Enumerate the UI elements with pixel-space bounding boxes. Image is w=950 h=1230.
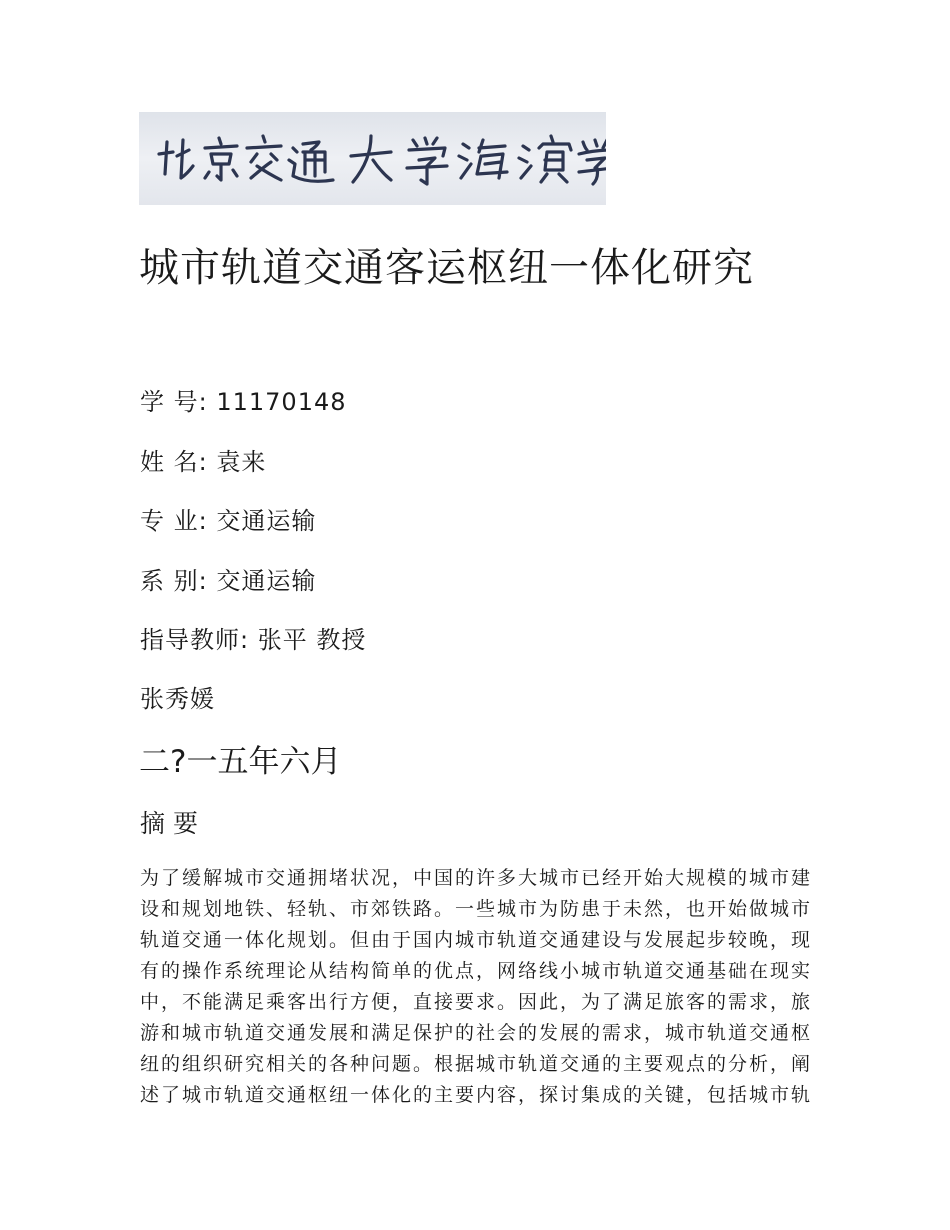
department: 系 别: 交通运输 (140, 567, 317, 595)
major: 专 业: 交通运输 (140, 507, 317, 535)
abstract-line: 有的操作系统理论从结构简单的优点，网络线小城市轨道交通基础在现实 (140, 960, 810, 982)
abstract-line: 纽的组织研究相关的各种问题。根据城市轨道交通的主要观点的分析，阐 (140, 1053, 810, 1075)
abstract-line: 中，不能满足乘客出行方便，直接要求。因此，为了满足旅客的需求，旅 (140, 991, 810, 1013)
abstract-heading: 摘 要 (140, 809, 198, 838)
school-logo-calligraphy (139, 112, 606, 205)
school-logo (139, 112, 606, 205)
abstract-line: 轨道交通一体化规划。但由于国内城市轨道交通建设与发展起步较晚，现 (140, 929, 810, 951)
student-name: 姓 名: 袁来 (140, 448, 267, 476)
student-id: 学 号: 11170148 (140, 388, 347, 416)
abstract-line: 为了缓解城市交通拥堵状况，中国的许多大城市已经开始大规模的城市建 (140, 867, 810, 889)
abstract-body (140, 863, 810, 1111)
thesis-title: 城市轨道交通客运枢纽一体化研究 (139, 245, 754, 291)
abstract-line: 游和城市轨道交通发展和满足保护的社会的发展的需求，城市轨道交通枢 (140, 1022, 810, 1044)
advisor-secondary: 张秀媛 (140, 685, 215, 713)
advisor: 指导教师: 张平 教授 (140, 626, 367, 654)
abstract-line: 述了城市轨道交通枢纽一体化的主要内容，探讨集成的关键，包括城市轨 (140, 1084, 810, 1106)
submission-date: 二?一五年六月 (139, 744, 342, 780)
abstract-line: 设和规划地铁、轻轨、市郊铁路。一些城市为防患于未然，也开始做城市 (140, 898, 810, 920)
